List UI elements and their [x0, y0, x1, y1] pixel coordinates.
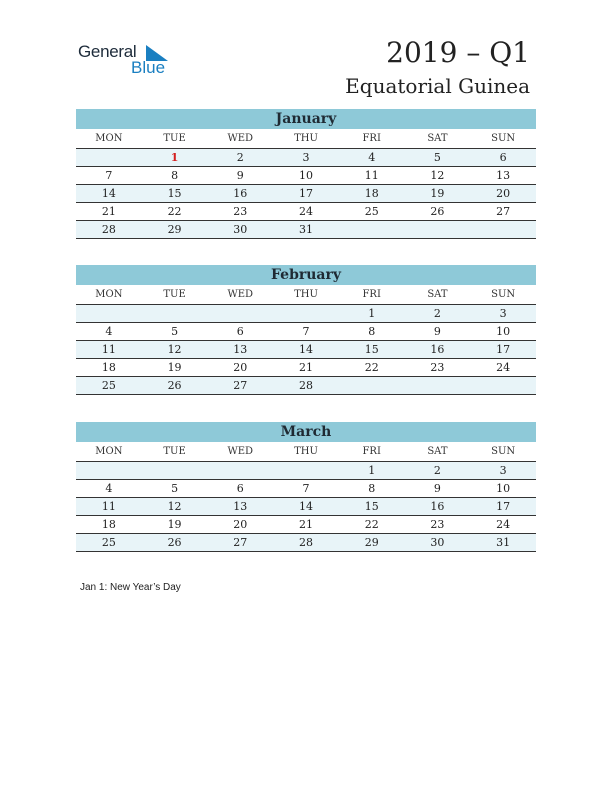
day-cell: 25	[76, 377, 142, 395]
day-cell: 31	[470, 534, 536, 552]
weekday-header: TUE	[142, 442, 208, 462]
month-march	[76, 422, 536, 552]
day-cell: 16	[405, 498, 471, 516]
day-cell: 7	[76, 167, 142, 185]
day-cell: 12	[142, 498, 208, 516]
day-cell: 17	[470, 341, 536, 359]
weekday-header: WED	[207, 442, 273, 462]
day-cell: 20	[207, 359, 273, 377]
day-cell: 28	[273, 377, 339, 395]
day-cell: 22	[339, 359, 405, 377]
weekday-header: THU	[273, 129, 339, 149]
day-cell: 30	[207, 221, 273, 239]
month-title: March	[76, 422, 536, 442]
calendar-grid	[76, 129, 536, 239]
day-cell: 4	[76, 480, 142, 498]
day-cell: 27	[207, 534, 273, 552]
day-cell: 23	[405, 359, 471, 377]
calendar-grid	[76, 285, 536, 395]
day-cell: 16	[405, 341, 471, 359]
day-cell: 19	[142, 359, 208, 377]
calendar-grid	[76, 442, 536, 552]
day-cell: 28	[76, 221, 142, 239]
holiday-note: Jan 1: New Year’s Day	[80, 582, 181, 593]
day-cell	[405, 221, 471, 239]
day-cell: 4	[76, 323, 142, 341]
day-cell: 22	[339, 516, 405, 534]
day-cell	[76, 462, 142, 480]
day-cell: 5	[405, 149, 471, 167]
day-cell: 21	[273, 359, 339, 377]
weekday-header: SAT	[405, 442, 471, 462]
day-cell: 27	[470, 203, 536, 221]
day-cell: 14	[273, 498, 339, 516]
weekday-header: FRI	[339, 129, 405, 149]
day-cell: 9	[405, 480, 471, 498]
day-cell: 3	[470, 462, 536, 480]
day-cell: 8	[339, 480, 405, 498]
weekday-header: TUE	[142, 285, 208, 305]
day-cell: 24	[273, 203, 339, 221]
day-cell	[339, 377, 405, 395]
day-cell: 6	[470, 149, 536, 167]
day-cell	[339, 221, 405, 239]
day-cell	[405, 377, 471, 395]
day-cell: 27	[207, 377, 273, 395]
weekday-header: WED	[207, 285, 273, 305]
day-cell: 15	[339, 498, 405, 516]
day-cell: 15	[339, 341, 405, 359]
day-cell: 8	[142, 167, 208, 185]
day-cell: 13	[470, 167, 536, 185]
weekday-header: SUN	[470, 285, 536, 305]
weekday-header: SAT	[405, 129, 471, 149]
day-cell: 26	[142, 377, 208, 395]
day-cell: 6	[207, 480, 273, 498]
day-cell: 20	[207, 516, 273, 534]
day-cell: 18	[339, 185, 405, 203]
day-cell: 7	[273, 480, 339, 498]
day-cell: 28	[273, 534, 339, 552]
day-cell: 26	[142, 534, 208, 552]
day-cell: 1	[339, 462, 405, 480]
day-cell: 12	[142, 341, 208, 359]
day-cell: 21	[76, 203, 142, 221]
day-cell: 4	[339, 149, 405, 167]
weekday-header: THU	[273, 442, 339, 462]
day-cell	[273, 305, 339, 323]
day-cell: 3	[470, 305, 536, 323]
day-cell: 25	[76, 534, 142, 552]
day-cell: 18	[76, 359, 142, 377]
day-cell: 6	[207, 323, 273, 341]
day-cell: 26	[405, 203, 471, 221]
day-cell: 24	[470, 359, 536, 377]
day-cell: 30	[405, 534, 471, 552]
day-cell	[76, 149, 142, 167]
day-cell: 21	[273, 516, 339, 534]
weekday-header: MON	[76, 285, 142, 305]
day-cell: 5	[142, 323, 208, 341]
day-cell: 16	[207, 185, 273, 203]
weekday-header: TUE	[142, 129, 208, 149]
day-cell: 22	[142, 203, 208, 221]
day-cell: 1	[142, 149, 208, 167]
day-cell: 2	[405, 305, 471, 323]
day-cell	[470, 221, 536, 239]
day-cell: 9	[405, 323, 471, 341]
weekday-header: FRI	[339, 285, 405, 305]
day-cell: 14	[76, 185, 142, 203]
day-cell: 14	[273, 341, 339, 359]
weekday-header: MON	[76, 129, 142, 149]
day-cell: 10	[470, 323, 536, 341]
country-name: Equatorial Guinea	[345, 74, 530, 98]
day-cell: 13	[207, 341, 273, 359]
day-cell: 24	[470, 516, 536, 534]
day-cell: 23	[207, 203, 273, 221]
day-cell: 18	[76, 516, 142, 534]
day-cell	[76, 305, 142, 323]
holiday-notes	[80, 582, 181, 593]
weekday-header: MON	[76, 442, 142, 462]
day-cell: 7	[273, 323, 339, 341]
day-cell: 5	[142, 480, 208, 498]
day-cell	[207, 462, 273, 480]
day-cell	[470, 377, 536, 395]
month-february	[76, 265, 536, 395]
day-cell: 25	[339, 203, 405, 221]
page-title: 2019 – Q1	[386, 36, 530, 69]
logo-text-blue: Blue	[131, 58, 166, 77]
month-title: January	[76, 109, 536, 129]
day-cell: 11	[339, 167, 405, 185]
day-cell	[142, 462, 208, 480]
day-cell: 20	[470, 185, 536, 203]
day-cell: 19	[405, 185, 471, 203]
general-blue-logo	[78, 42, 178, 82]
day-cell: 15	[142, 185, 208, 203]
weekday-header: SUN	[470, 442, 536, 462]
day-cell	[142, 305, 208, 323]
weekday-header: FRI	[339, 442, 405, 462]
day-cell: 8	[339, 323, 405, 341]
day-cell: 1	[339, 305, 405, 323]
day-cell	[273, 462, 339, 480]
day-cell: 3	[273, 149, 339, 167]
weekday-header: SAT	[405, 285, 471, 305]
logo-text-general: General	[78, 42, 137, 61]
day-cell: 2	[207, 149, 273, 167]
month-title: February	[76, 265, 536, 285]
day-cell: 10	[470, 480, 536, 498]
day-cell: 10	[273, 167, 339, 185]
weekday-header: SUN	[470, 129, 536, 149]
day-cell: 13	[207, 498, 273, 516]
weekday-header: WED	[207, 129, 273, 149]
day-cell: 11	[76, 498, 142, 516]
month-january	[76, 109, 536, 239]
day-cell: 17	[273, 185, 339, 203]
day-cell: 29	[339, 534, 405, 552]
day-cell: 31	[273, 221, 339, 239]
weekday-header: THU	[273, 285, 339, 305]
day-cell: 29	[142, 221, 208, 239]
day-cell: 17	[470, 498, 536, 516]
day-cell: 23	[405, 516, 471, 534]
day-cell: 9	[207, 167, 273, 185]
day-cell: 12	[405, 167, 471, 185]
day-cell: 2	[405, 462, 471, 480]
day-cell: 19	[142, 516, 208, 534]
day-cell: 11	[76, 341, 142, 359]
day-cell	[207, 305, 273, 323]
